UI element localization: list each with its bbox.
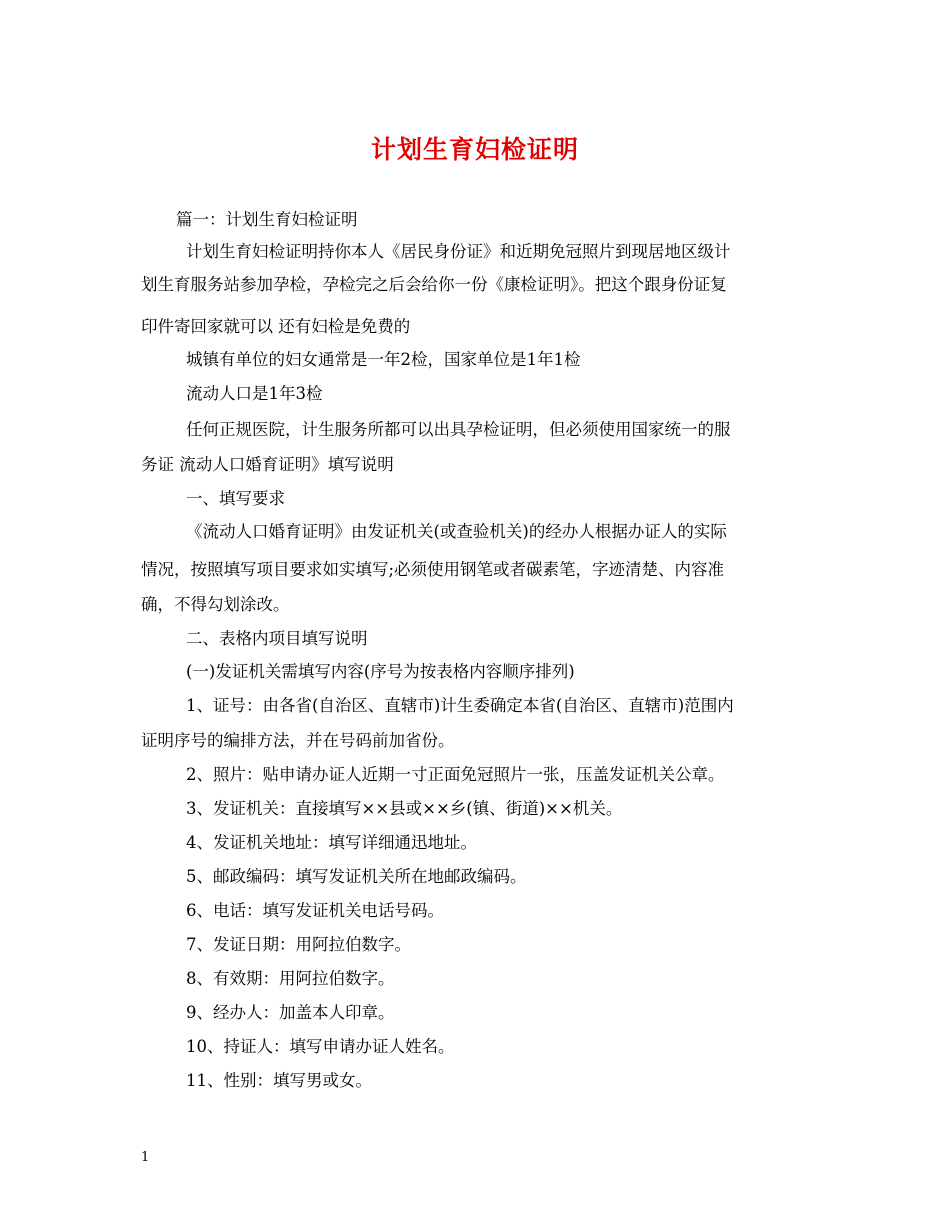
- page-number: 1: [141, 1150, 150, 1165]
- list-item-continuation: 证明序号的编排方法，并在号码前加省份。: [141, 731, 455, 750]
- section-heading: 二、表格内项目填写说明: [186, 629, 368, 648]
- paragraph-line: 任何正规医院，计生服务所都可以出具孕检证明，但必须使用国家统一的服: [186, 420, 731, 439]
- paragraph-line: 划生育服务站参加孕检，孕检完之后会给你一份《康检证明》。把这个跟身份证复: [141, 275, 727, 294]
- list-item: 2、照片：贴申请办证人近期一寸正面免冠照片一张，压盖发证机关公章。: [186, 765, 725, 784]
- section-heading: 一、填写要求: [186, 489, 285, 508]
- list-item: 3、发证机关：直接填写××县或××乡(镇、街道)××机关。: [186, 799, 623, 818]
- list-item: 10、持证人：填写申请办证人姓名。: [186, 1037, 455, 1056]
- list-item: 8、有效期：用阿拉伯数字。: [186, 969, 395, 988]
- paragraph-line: 印件寄回家就可以 还有妇检是免费的: [141, 317, 411, 336]
- paragraph-line: 篇一：计划生育妇检证明: [176, 210, 358, 229]
- paragraph-line: 情况，按照填写项目要求如实填写;必须使用钢笔或者碳素笔，字迹清楚、内容准: [141, 560, 725, 579]
- list-item: 6、电话：填写发证机关电话号码。: [186, 901, 444, 920]
- subsection-heading: (一)发证机关需填写内容(序号为按表格内容顺序排列): [186, 662, 575, 681]
- document-title: 计划生育妇检证明: [370, 135, 579, 164]
- list-item: 7、发证日期：用阿拉伯数字。: [186, 935, 411, 954]
- list-item: 4、发证机关地址：填写详细通迅地址。: [186, 833, 477, 852]
- paragraph-line: 《流动人口婚育证明》由发证机关(或查验机关)的经办人根据办证人的实际: [186, 522, 727, 541]
- list-item: 9、经办人：加盖本人印章。: [186, 1003, 395, 1022]
- paragraph-line: 城镇有单位的妇女通常是一年2检，国家单位是1年1检: [186, 350, 581, 369]
- paragraph-line: 流动人口是1年3检: [186, 384, 323, 403]
- paragraph-line: 计划生育妇检证明持你本人《居民身份证》和近期免冠照片到现居地区级计: [186, 242, 731, 261]
- paragraph-line: 确，不得勾划涂改。: [141, 595, 290, 614]
- paragraph-line: 务证 流动人口婚育证明》填写说明: [141, 455, 394, 474]
- list-item: 1、证号：由各省(自治区、直辖市)计生委确定本省(自治区、直辖市)范围内: [186, 696, 734, 715]
- list-item: 5、邮政编码：填写发证机关所在地邮政编码。: [186, 867, 527, 886]
- list-item: 11、性别：填写男或女。: [186, 1071, 372, 1090]
